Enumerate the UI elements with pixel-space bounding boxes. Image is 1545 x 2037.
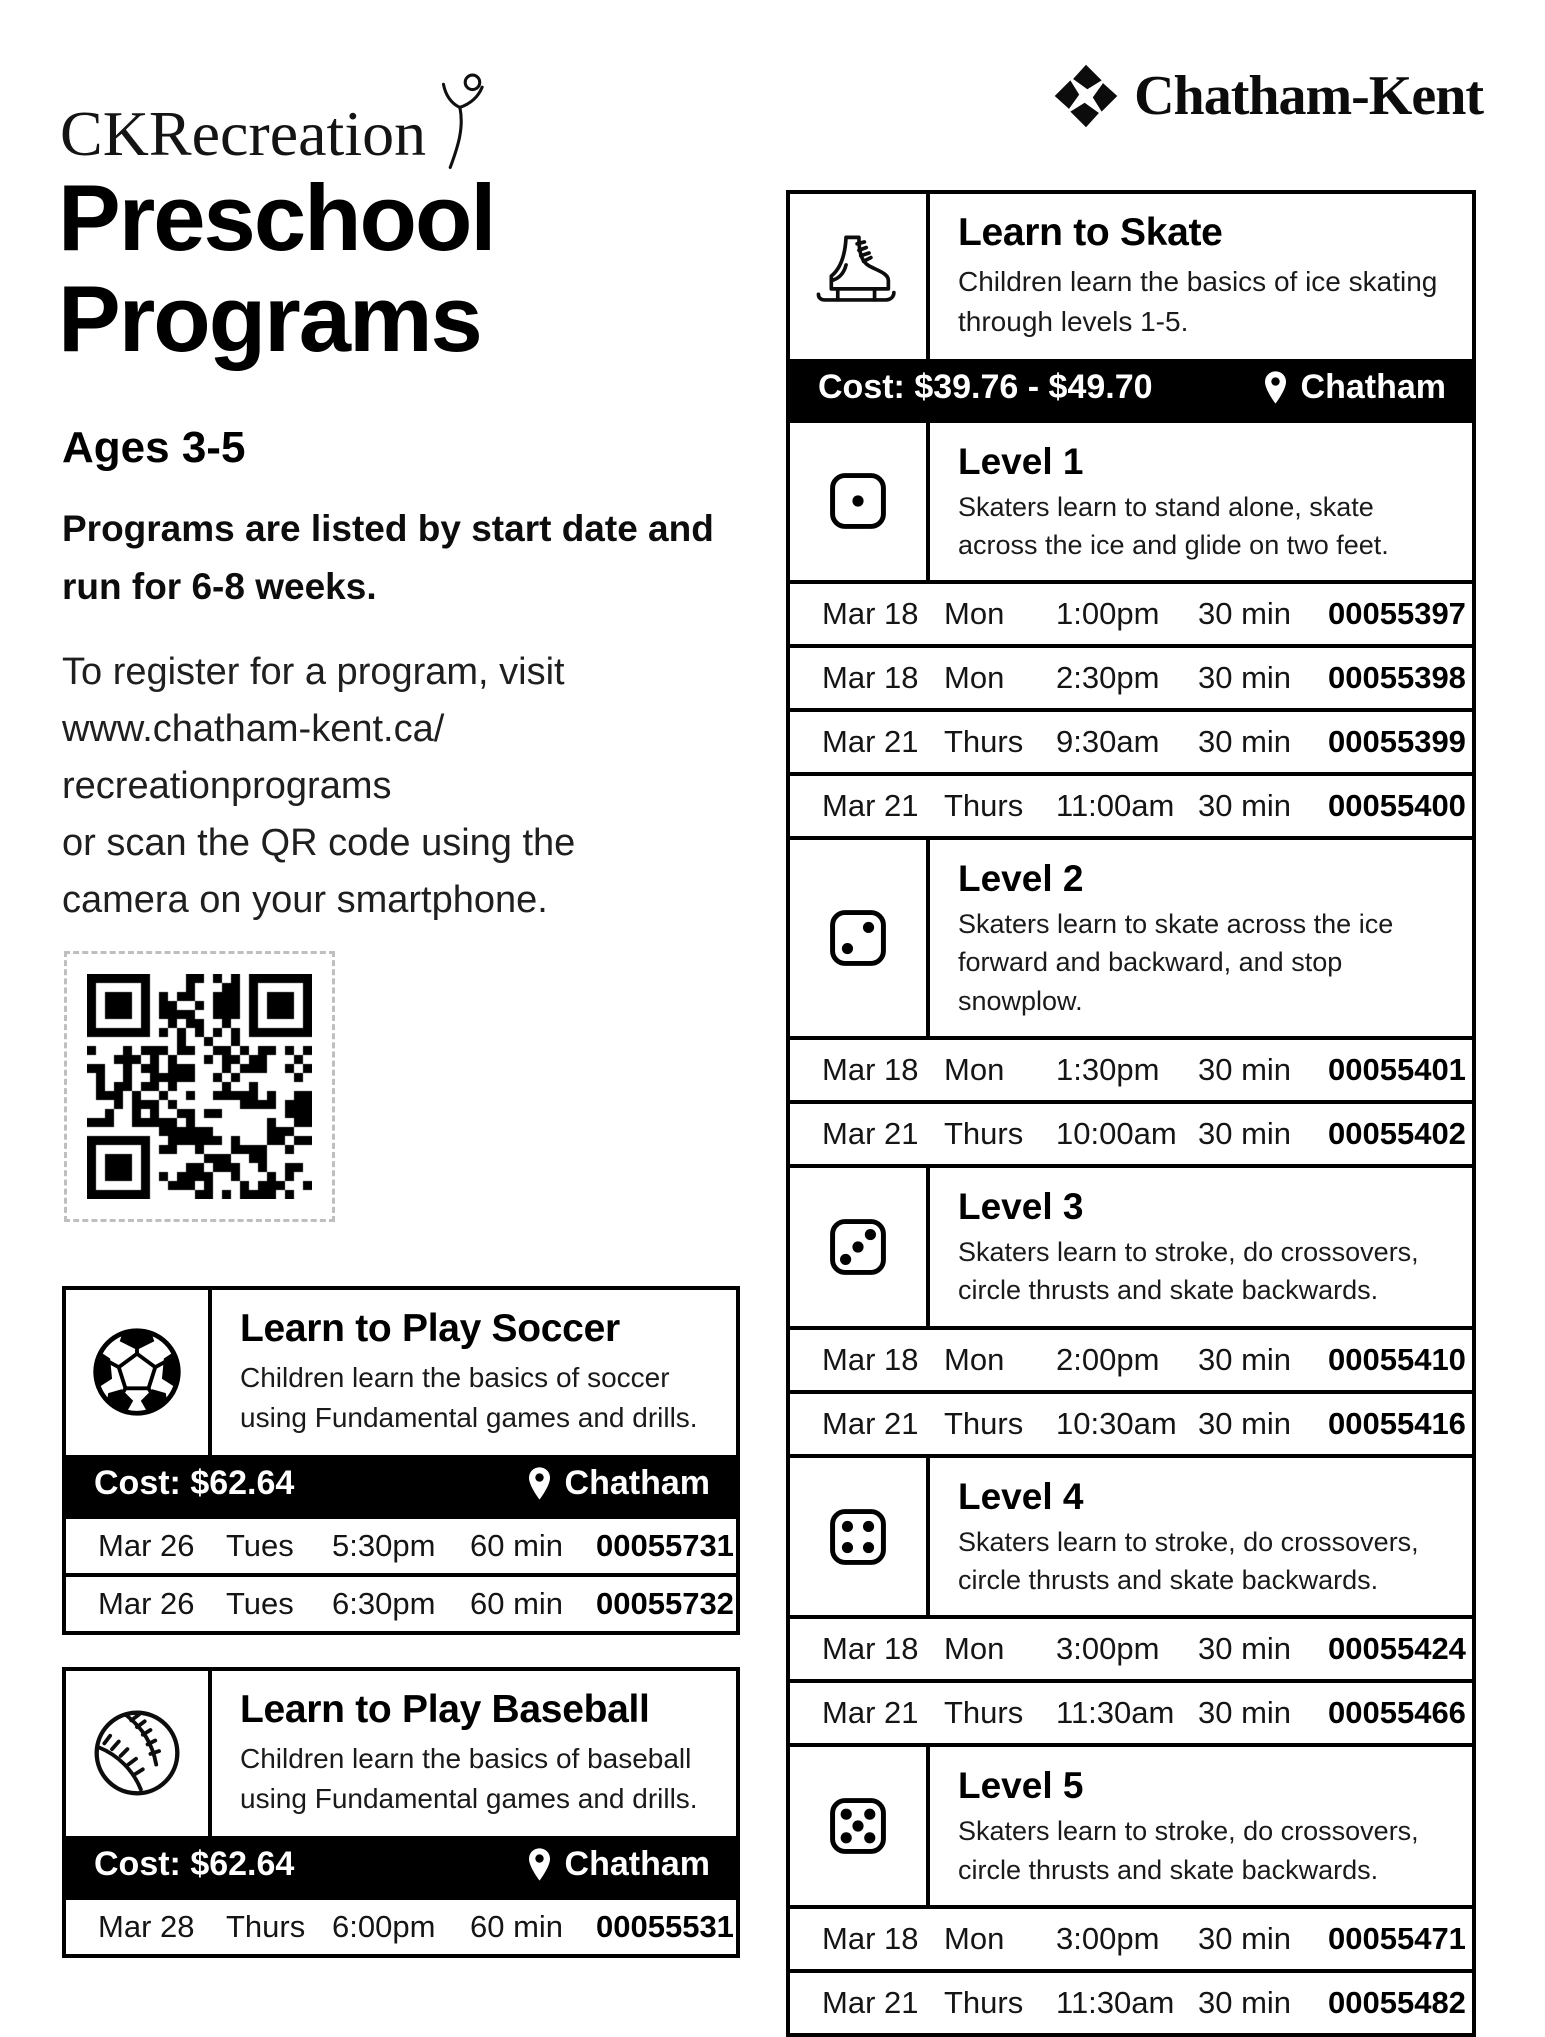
level-header-text <box>930 1168 1472 1326</box>
program-card-skate <box>786 190 1476 2037</box>
location-badge <box>527 1464 710 1503</box>
dice-5-icon <box>790 1747 930 1905</box>
session-day: Thurs <box>944 1116 1024 1152</box>
card-header <box>66 1671 736 1836</box>
session-time: 9:30am <box>1056 724 1160 760</box>
level-title: Level 3 <box>958 1186 1084 1228</box>
session-time: 5:30pm <box>332 1527 436 1563</box>
session-duration: 30 min <box>1198 1052 1292 1088</box>
session-code: 00055416 <box>1328 1405 1466 1441</box>
session-row <box>790 1905 1472 1969</box>
session-date: Mar 18 <box>822 1341 919 1377</box>
location-pin-icon <box>527 1466 552 1501</box>
session-day: Thurs <box>944 1695 1024 1731</box>
program-card-soccer <box>62 1286 740 1635</box>
session-row <box>790 1969 1472 2033</box>
chatham-kent-wordmark: Chatham-Kent <box>1134 65 1483 127</box>
session-day: Tues <box>226 1585 294 1621</box>
session-time: 1:30pm <box>1056 1052 1160 1088</box>
level-header <box>790 836 1472 1036</box>
session-code: 00055424 <box>1328 1631 1466 1667</box>
ice-skate-icon <box>790 194 930 359</box>
session-code: 00055471 <box>1328 1921 1466 1957</box>
card-header-text <box>930 194 1472 359</box>
session-date: Mar 21 <box>822 1405 919 1441</box>
session-code: 00055401 <box>1328 1052 1466 1088</box>
session-date: Mar 18 <box>822 660 919 696</box>
program-description: Children learn the basics of baseball using Fundamental games and drills. <box>240 1743 698 1814</box>
card-header <box>790 194 1472 359</box>
level-description: Skaters learn to stroke, do crossovers, circle thrusts and skate backwards. <box>958 1526 1419 1596</box>
level-description: Skaters learn to stroke, do crossovers, circle thrusts and skate backwards. <box>958 1816 1419 1885</box>
location-label: Chatham <box>564 1463 710 1502</box>
register-line: camera on your smartphone. <box>62 879 548 921</box>
session-day: Tues <box>226 1527 294 1563</box>
session-code: 00055731 <box>596 1527 734 1563</box>
title-line-2: Programs <box>58 265 481 371</box>
session-date: Mar 21 <box>822 1985 919 2021</box>
session-duration: 60 min <box>470 1527 564 1563</box>
session-row <box>790 1390 1472 1454</box>
session-duration: 30 min <box>1198 1695 1292 1731</box>
session-code: 00055732 <box>596 1585 734 1621</box>
session-time: 10:00am <box>1056 1116 1177 1152</box>
level-title: Level 1 <box>958 440 1084 482</box>
register-url-line-1: www.chatham-kent.ca/ <box>62 708 445 750</box>
session-code: 00055402 <box>1328 1116 1466 1152</box>
location-label: Chatham <box>564 1844 710 1883</box>
registration-instructions <box>62 644 762 929</box>
session-row <box>66 1896 736 1954</box>
session-time: 2:30pm <box>1056 660 1160 696</box>
session-table <box>66 1896 736 1954</box>
level-header <box>790 419 1472 581</box>
register-url-line-2: recreationprograms <box>62 765 392 807</box>
cost-bar <box>66 1836 736 1896</box>
level-header-text <box>930 1747 1472 1905</box>
session-code: 00055399 <box>1328 724 1466 760</box>
session-time: 2:00pm <box>1056 1341 1160 1377</box>
session-date: Mar 21 <box>822 724 919 760</box>
session-date: Mar 18 <box>822 596 919 632</box>
session-row <box>790 1036 1472 1100</box>
level-title: Level 4 <box>958 1475 1084 1517</box>
session-duration: 30 min <box>1198 596 1292 632</box>
session-day: Thurs <box>944 788 1024 824</box>
session-time: 6:00pm <box>332 1908 436 1944</box>
session-row <box>790 1100 1472 1164</box>
session-code: 00055398 <box>1328 660 1466 696</box>
program-card-baseball <box>62 1667 740 1958</box>
session-row <box>790 772 1472 836</box>
cost-label: Cost: $62.64 <box>94 1844 295 1883</box>
location-badge <box>527 1845 710 1884</box>
session-date: Mar 26 <box>98 1585 195 1621</box>
session-row <box>790 1326 1472 1390</box>
session-day: Thurs <box>944 724 1024 760</box>
session-day: Mon <box>944 1921 1005 1957</box>
session-duration: 60 min <box>470 1585 564 1621</box>
qr-code-frame <box>64 951 335 1222</box>
dice-4-icon <box>790 1458 930 1616</box>
dice-1-icon <box>790 423 930 581</box>
level-title: Level 5 <box>958 1765 1084 1807</box>
soccer-ball-icon <box>66 1290 212 1455</box>
dice-2-icon <box>790 840 930 1036</box>
title-line-1: Preschool <box>58 165 495 270</box>
session-day: Mon <box>944 1341 1005 1377</box>
session-duration: 30 min <box>1198 1116 1292 1152</box>
session-code: 00055397 <box>1328 596 1466 632</box>
qr-code <box>87 974 312 1199</box>
session-day: Thurs <box>944 1405 1024 1441</box>
session-duration: 30 min <box>1198 1405 1292 1441</box>
session-row <box>790 1615 1472 1679</box>
session-day: Thurs <box>226 1908 306 1944</box>
session-day: Mon <box>944 1631 1005 1667</box>
program-title: Learn to Play Soccer <box>240 1307 620 1350</box>
session-day: Mon <box>944 596 1005 632</box>
session-time: 10:30am <box>1056 1405 1177 1441</box>
chatham-kent-logo <box>1052 62 1483 130</box>
session-row <box>790 580 1472 644</box>
skate-levels <box>790 419 1472 2034</box>
location-pin-icon <box>527 1847 552 1882</box>
session-row <box>66 1573 736 1631</box>
session-duration: 30 min <box>1198 1921 1292 1957</box>
session-date: Mar 18 <box>822 1921 919 1957</box>
session-duration: 30 min <box>1198 1341 1292 1377</box>
session-duration: 30 min <box>1198 1631 1292 1667</box>
level-header-text <box>930 423 1472 581</box>
session-row <box>790 644 1472 708</box>
cost-bar <box>790 359 1472 419</box>
cost-bar <box>66 1455 736 1515</box>
session-date: Mar 28 <box>98 1908 195 1944</box>
session-date: Mar 21 <box>822 788 919 824</box>
session-duration: 30 min <box>1198 788 1292 824</box>
session-time: 1:00pm <box>1056 596 1160 632</box>
level-title: Level 2 <box>958 858 1084 900</box>
chatham-kent-diamond-icon <box>1052 62 1120 130</box>
register-line: or scan the QR code using the <box>62 822 576 864</box>
session-date: Mar 21 <box>822 1116 919 1152</box>
session-duration: 60 min <box>470 1908 564 1944</box>
ckrecreation-logo <box>60 70 486 169</box>
ckrecreation-wordmark: CKRecreation <box>60 98 427 169</box>
session-table <box>66 1515 736 1631</box>
level-header <box>790 1164 1472 1326</box>
session-time: 11:30am <box>1056 1695 1175 1731</box>
level-description: Skaters learn to stand alone, skate across the ice and glide on two feet. <box>958 491 1389 560</box>
session-time: 11:30am <box>1056 1985 1175 2021</box>
ages-label: Ages 3-5 <box>62 423 246 472</box>
session-date: Mar 21 <box>822 1695 919 1731</box>
session-code: 00055531 <box>596 1908 734 1944</box>
page-title <box>58 165 495 371</box>
program-description: Children learn the basics of soccer using Fundamental games and drills. <box>240 1362 698 1433</box>
session-row <box>790 1679 1472 1743</box>
session-code: 00055466 <box>1328 1695 1466 1731</box>
dice-3-icon <box>790 1168 930 1326</box>
session-day: Mon <box>944 660 1005 696</box>
session-date: Mar 18 <box>822 1631 919 1667</box>
session-duration: 30 min <box>1198 724 1292 760</box>
session-date: Mar 18 <box>822 1052 919 1088</box>
listing-note: Programs are listed by start date and run for 6-8 weeks. <box>62 508 714 607</box>
location-badge <box>1263 368 1446 407</box>
level-header-text <box>930 1458 1472 1616</box>
cost-label: Cost: $39.76 - $49.70 <box>818 367 1153 406</box>
program-title: Learn to Skate <box>958 211 1223 254</box>
level-header <box>790 1454 1472 1616</box>
level-header <box>790 1743 1472 1905</box>
baseball-icon <box>66 1671 212 1836</box>
level-description: Skaters learn to stroke, do crossovers, circle thrusts and skate backwards. <box>958 1237 1419 1306</box>
location-label: Chatham <box>1300 367 1446 406</box>
level-header-text <box>930 840 1472 1036</box>
card-header <box>66 1290 736 1455</box>
session-row <box>790 708 1472 772</box>
level-description: Skaters learn to skate across the ice forward and backward, and stop snowplow. <box>958 909 1394 1016</box>
program-description: Children learn the basics of ice skating through levels 1-5. <box>958 266 1438 337</box>
session-duration: 30 min <box>1198 1985 1292 2021</box>
session-time: 3:00pm <box>1056 1921 1160 1957</box>
session-time: 6:30pm <box>332 1585 436 1621</box>
session-day: Thurs <box>944 1985 1024 2021</box>
card-header-text <box>212 1290 736 1455</box>
session-date: Mar 26 <box>98 1527 195 1563</box>
session-row <box>66 1515 736 1573</box>
jumping-person-icon <box>428 70 486 172</box>
session-time: 11:00am <box>1056 788 1175 824</box>
session-time: 3:00pm <box>1056 1631 1160 1667</box>
session-code: 00055410 <box>1328 1341 1466 1377</box>
program-title: Learn to Play Baseball <box>240 1688 650 1731</box>
session-code: 00055482 <box>1328 1985 1466 2021</box>
session-day: Mon <box>944 1052 1005 1088</box>
card-header-text <box>212 1671 736 1836</box>
location-pin-icon <box>1263 370 1288 405</box>
cost-label: Cost: $62.64 <box>94 1463 295 1502</box>
session-code: 00055400 <box>1328 788 1466 824</box>
session-duration: 30 min <box>1198 660 1292 696</box>
register-line: To register for a program, visit <box>62 651 565 693</box>
